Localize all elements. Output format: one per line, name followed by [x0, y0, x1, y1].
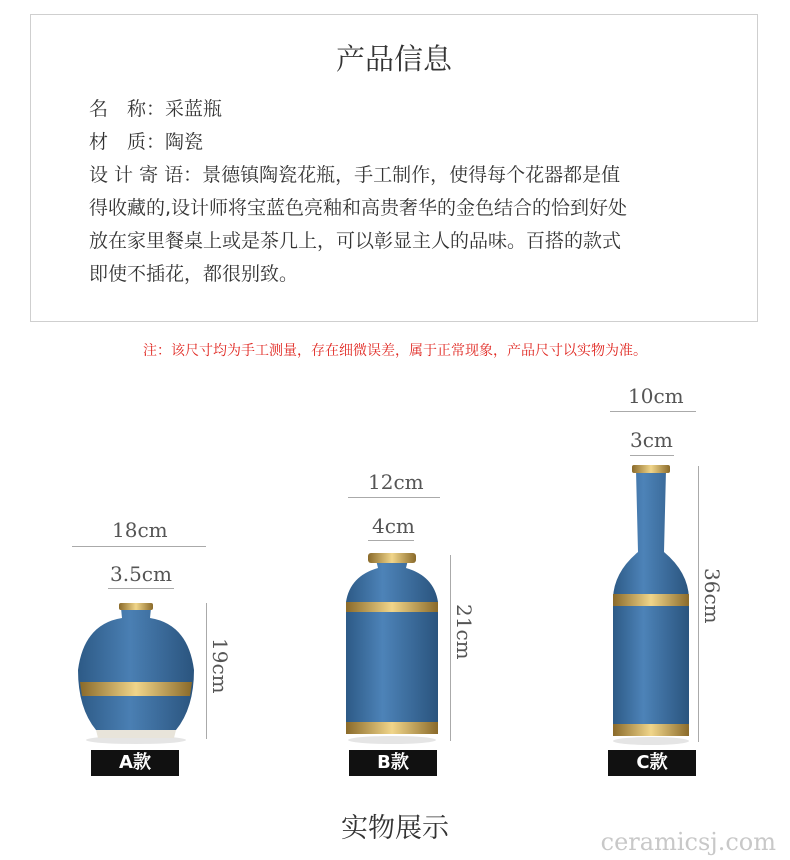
design-label: 设 计 寄 语	[89, 164, 184, 186]
design-line-2: 得收藏的,设计师将宝蓝色亮釉和高贵奢华的金色结合的恰到好处	[89, 197, 628, 219]
vase-a-mouth-label: 3.5cm	[110, 562, 172, 586]
info-row-design	[89, 159, 729, 192]
vase-c-image	[606, 462, 696, 746]
vase-c-height-line	[698, 466, 699, 742]
material-label: 材 质	[89, 131, 147, 153]
vase-c-mouth-label: 3cm	[630, 428, 673, 452]
info-title: 产品信息	[335, 42, 452, 76]
info-row-name	[89, 93, 729, 126]
design-line-4: 即使不插花，都很别致。	[89, 263, 299, 285]
design-line-1: ：景德镇陶瓷花瓶，手工制作，使得每个花器都是值	[183, 164, 621, 186]
vase-b-height-label: 21cm	[452, 604, 476, 660]
vase-b-mouth-label: 4cm	[372, 514, 415, 538]
info-lines	[89, 93, 729, 291]
product-info-box	[30, 14, 758, 322]
vase-b-image	[336, 550, 448, 745]
material-value: ：陶瓷	[146, 131, 204, 153]
vase-c-mouth-line	[630, 455, 674, 456]
name-label: 名 称	[89, 98, 147, 120]
vase-a-width-label: 18cm	[112, 518, 168, 542]
info-row-material	[89, 126, 729, 159]
vase-b-width-label: 12cm	[368, 470, 424, 494]
design-line-3: 放在家里餐桌上或是茶几上，可以彰显主人的品味。百搭的款式	[89, 230, 622, 252]
vase-a-image	[66, 600, 206, 745]
vase-a-label: A款	[91, 750, 179, 776]
vase-a-height-line	[206, 603, 207, 739]
vase-c-height-label: 36cm	[700, 568, 724, 624]
vase-c-label: C款	[608, 750, 696, 776]
vase-b-mouth-line	[368, 540, 414, 541]
vase-b-label: B款	[349, 750, 437, 776]
vase-c-width-line	[610, 411, 696, 412]
vase-b-width-line	[348, 497, 440, 498]
measurement-note: 注：该尺寸均为手工测量，存在细微误差，属于正常现象，产品尺寸以实物为准。	[143, 343, 647, 359]
vase-a-height-label: 19cm	[208, 638, 232, 694]
vase-a-mouth-line	[108, 588, 174, 589]
vase-b-height-line	[450, 555, 451, 741]
section-title-real-photos: 实物展示	[341, 813, 449, 844]
name-value: ：采蓝瓶	[146, 98, 223, 120]
vase-c-width-label: 10cm	[628, 384, 684, 408]
watermark: ceramicsj.com	[600, 828, 776, 856]
vase-a-width-line	[72, 546, 206, 547]
